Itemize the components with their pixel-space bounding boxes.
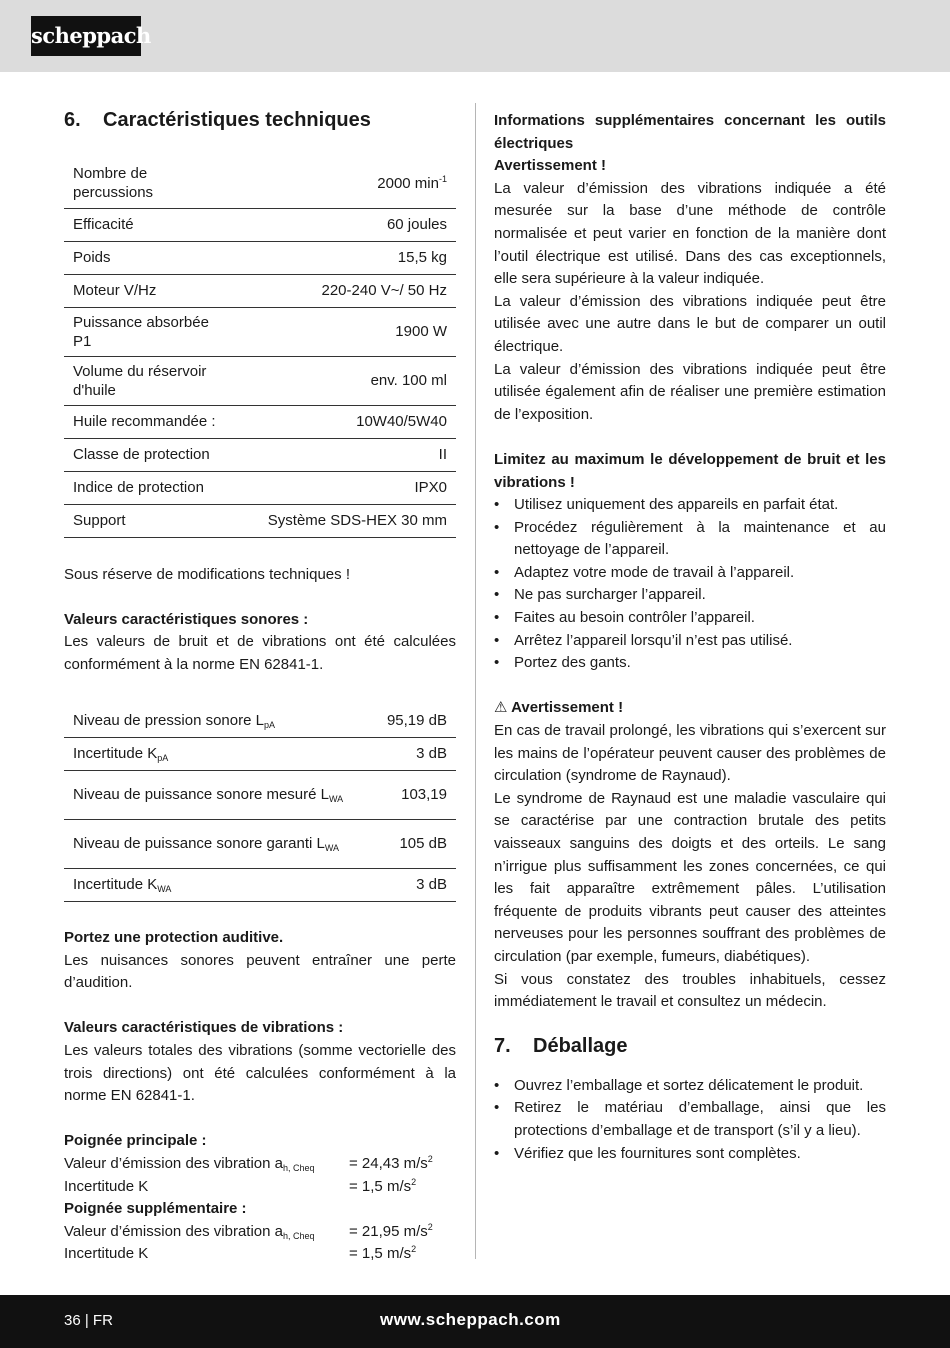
sound-label: Incertitude $K_{WA}$	[64, 868, 364, 901]
reserve-note: Sous réserve de modifications techniques !	[64, 565, 350, 583]
table-row	[64, 356, 456, 405]
table-row: Nombre de percussions 2000 $\min^{-1}$	[64, 159, 456, 208]
list-item: • Adaptez votre mode de travail à l’appareil.	[494, 562, 886, 585]
spec-table	[64, 159, 456, 538]
main-handle-heading: Poignée principale :	[64, 1132, 207, 1150]
sound-label: Incertitude $K_{pA}$	[64, 737, 364, 770]
spec-value: IPX0	[239, 471, 456, 504]
warning-heading: Avertissement !	[494, 157, 606, 175]
table-row	[64, 819, 456, 868]
table-row	[64, 704, 456, 737]
table-row	[64, 868, 456, 901]
limit-list	[494, 494, 886, 675]
spec-value: 220-240 V~/ 50 Hz	[239, 274, 456, 307]
table-row	[64, 737, 456, 770]
sound-label: Niveau de pression sonore $L_{pA}$	[64, 704, 364, 737]
spec-value: 15,5 kg	[239, 241, 456, 274]
spec-value: 60 joules	[239, 208, 456, 241]
right-column	[494, 110, 886, 1165]
list-item: • Retirez le matériau d’emballage, ainsi que les protections d’emballage et de transport (s’il y a lieu).	[494, 1097, 886, 1142]
main-handle-uncertainty: Incertitude K = 1,5 $m/s^2$	[64, 1176, 417, 1195]
spec-label: Nombre de percussions	[64, 159, 239, 208]
hearing-text: Les nuisances sonores peuvent entraîner une perte d’audition.	[64, 951, 456, 992]
page-number: 36 | FR	[64, 1312, 113, 1329]
list-item: • Ouvrez l’emballage et sortez délicatement le produit.	[494, 1075, 886, 1098]
spec-value: 10W40/5W40	[239, 405, 456, 438]
sound-value: 105 dB	[364, 819, 456, 868]
limit-heading: Limitez au maximum le développement de bruit et les vibrations !	[494, 450, 886, 491]
spec-label: Volume du réservoir d'huile	[64, 356, 239, 405]
table-row	[64, 307, 456, 356]
aux-handle-heading: Poignée supplémentaire :	[64, 1200, 247, 1218]
sound-value: 103,19	[364, 770, 456, 819]
spec-label: Puissance absorbée P1	[64, 307, 239, 356]
table-row	[64, 770, 456, 819]
spec-value: Système SDS-HEX 30 mm	[239, 504, 456, 537]
footer-band	[0, 1295, 950, 1348]
website-link[interactable]: www.scheppach.com	[380, 1310, 561, 1329]
list-item: • Vérifiez que les fournitures sont complètes.	[494, 1143, 886, 1166]
vibration-text: Les valeurs totales des vibrations (somme vectorielle des trois directions) ont été calculées conformément à la norme EN 62841-1.	[64, 1041, 456, 1105]
spec-value: 2000 min	[377, 174, 439, 192]
list-item: • Utilisez uniquement des appareils en parfait état.	[494, 494, 886, 517]
brand-logo: scheppach	[31, 16, 141, 56]
vibration-heading: Valeurs caractéristiques de vibrations :	[64, 1019, 344, 1037]
warning2-paragraph: En cas de travail prolongé, les vibrations qui s’exercent sur les mains de l’opérateur peuvent causer des problèmes de circulation (syndrome de Raynaud).	[494, 722, 886, 785]
table-row	[64, 208, 456, 241]
table-row	[64, 405, 456, 438]
info-heading: Informations supplémentaires concernant les outils électriques	[494, 112, 886, 152]
list-item: • Faites au besoin contrôler l’appareil.	[494, 607, 886, 630]
spec-label: Indice de protection	[64, 471, 239, 504]
spec-value: env. 100 ml	[239, 356, 456, 405]
info-paragraph: La valeur d’émission des vibrations indiquée a été mesurée sur la base d’une méthode de contrôle normalisée et peut varier en fonction de la manière dont l’outil électrique est utilisé. Dans des cas exceptionnels, elle sera supérieure à la valeur indiquée.	[494, 179, 886, 288]
spec-label: Poids	[64, 241, 239, 274]
spec-value: II	[239, 438, 456, 471]
table-row	[64, 241, 456, 274]
main-handle-emission: Valeur d’émission des vibration $a_{h, Cheq}$ = 24,43 $m/s^2$	[64, 1153, 433, 1173]
column-divider	[475, 103, 476, 1259]
section-7-title: 7. Déballage	[494, 1034, 628, 1057]
list-item: • Portez des gants.	[494, 652, 886, 675]
aux-handle-uncertainty: Incertitude K = 1,5 $m/s^2$	[64, 1244, 417, 1263]
sound-value: 3 dB	[364, 868, 456, 901]
spec-value: 1900 W	[239, 307, 456, 356]
info-paragraph: La valeur d’émission des vibrations indiquée peut être utilisée avec une autre dans le but de comparer un outil électrique.	[494, 292, 886, 355]
section-6-title: 6. Caractéristiques techniques	[64, 109, 371, 131]
left-column	[64, 106, 456, 1266]
list-item: • Ne pas surcharger l’appareil.	[494, 584, 886, 607]
unpack-list	[494, 1075, 886, 1165]
list-item: • Procédez régulièrement à la maintenance et au nettoyage de l’appareil.	[494, 517, 886, 562]
sound-value: 95,19 dB	[364, 704, 456, 737]
table-row	[64, 471, 456, 504]
aux-handle-emission: Valeur d’émission des vibration $a_{h, Cheq}$ = 21,95 $m/s^2$	[64, 1221, 433, 1241]
info-paragraph: La valeur d’émission des vibrations indiquée peut être utilisée également afin de réaliser une première estimation de l’exposition.	[494, 360, 886, 423]
warning-triangle-icon: ⚠	[494, 699, 508, 717]
spec-label: Huile recommandée :	[64, 405, 239, 438]
warning2-paragraph: Le syndrome de Raynaud est une maladie vasculaire qui se caractérise par une contraction brutale des petits vaisseaux sanguins des doigts et des orteils. Le sang n’irrigue plus suffisamment les zones concernées, ce qui les fait apparaître extrêmement pâles. L’utilisation fréquente de produits vibrants peut causer des atteintes nerveuses pour les personnes souffrant des problèmes de circulation (par exemple, fumeurs, diabétiques).	[494, 789, 886, 965]
warning2-paragraph: Si vous constatez des troubles inhabituels, cessez immédiatement le travail et consultez un médecin.	[494, 970, 886, 1011]
spec-label: Classe de protection	[64, 438, 239, 471]
sound-heading: Valeurs caractéristiques sonores :	[64, 610, 309, 628]
sound-text: Les valeurs de bruit et de vibrations ont été calculées conformément à la norme EN 62841-1.	[64, 633, 456, 673]
header-band	[0, 0, 950, 72]
spec-label: Support	[64, 504, 239, 537]
warning2-heading: ⚠ Avertissement !	[494, 699, 624, 717]
sound-label: Niveau de puissance sonore garanti $L_{WA}$	[64, 819, 364, 868]
sound-table	[64, 704, 456, 902]
list-item: • Arrêtez l’appareil lorsqu’il n’est pas utilisé.	[494, 630, 886, 653]
table-row	[64, 438, 456, 471]
table-row	[64, 274, 456, 307]
table-row	[64, 504, 456, 537]
spec-label: Efficacité	[64, 208, 239, 241]
sound-label: Niveau de puissance sonore mesuré $L_{WA}$	[64, 770, 364, 819]
sound-value: 3 dB	[364, 737, 456, 770]
hearing-heading: Portez une protection auditive.	[64, 928, 284, 946]
spec-label: Moteur V/Hz	[64, 274, 239, 307]
